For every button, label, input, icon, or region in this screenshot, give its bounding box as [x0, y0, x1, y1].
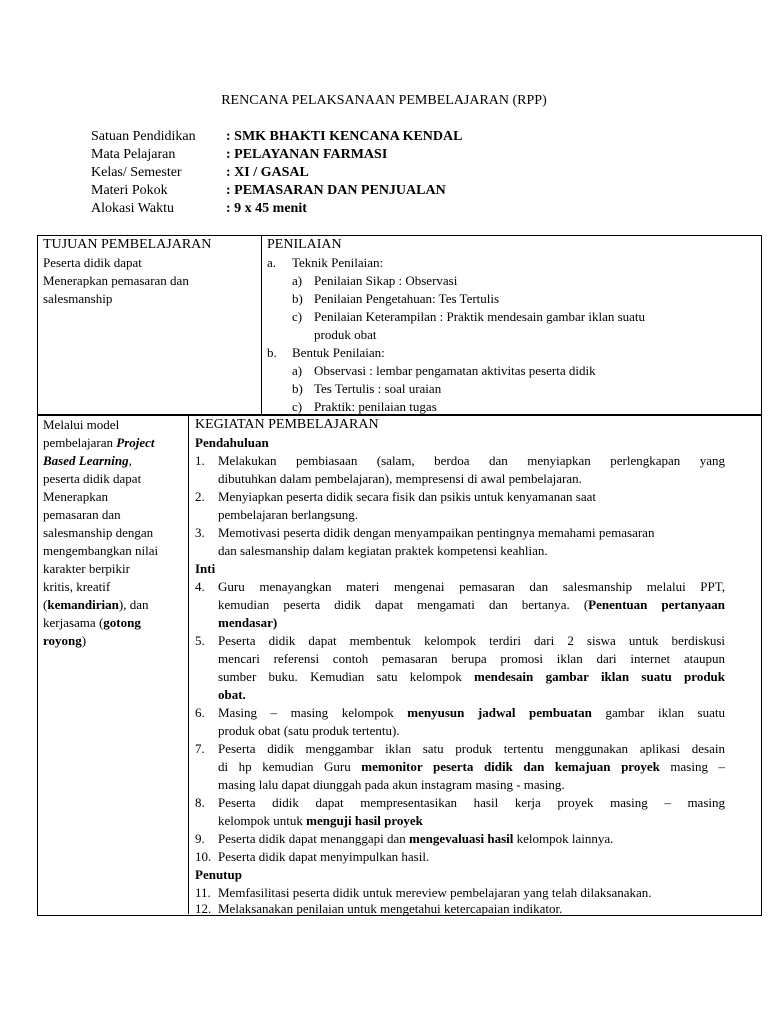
step-text: Melaksanakan penilaian untuk mengetahui ketercapaian indikator.: [218, 901, 563, 916]
step-text: [218, 668, 725, 686]
model-name: Based Learning: [43, 453, 129, 468]
info-row-topic: [91, 182, 462, 200]
tujuan-line: Peserta didik dapat: [43, 255, 142, 270]
penilaian-a-item-text: Penilaian Pengetahuan: Tes Tertulis: [314, 291, 500, 306]
step-number: 9.: [195, 831, 205, 846]
info-row-class: [91, 164, 462, 182]
penilaian-b-item-text: Tes Tertulis : soal uraian: [314, 381, 442, 396]
step-text: obat.: [218, 687, 246, 702]
info-row-time: [91, 200, 462, 218]
objective-line: karakter berpikir: [43, 561, 130, 576]
tujuan-line: Menerapkan pemasaran dan: [43, 273, 189, 288]
info-value: : XI / GASAL: [226, 165, 309, 180]
step-text: [218, 812, 423, 830]
step-number: 1.: [195, 453, 205, 468]
text-run: ), dan: [118, 597, 149, 612]
document-title: RENCANA PELAKSANAAN PEMBELAJARAN (RPP): [221, 93, 547, 108]
objective-line: [43, 452, 185, 470]
text-run: (: [43, 597, 48, 612]
text-run: kelompok untuk: [218, 813, 307, 828]
step-text: Melakukan pembiasaan (salam, berdoa dan menyiapkan perlengkapan yang: [218, 453, 725, 468]
section-penutup: Penutup: [195, 867, 242, 882]
step-number: 7.: [195, 741, 205, 756]
penilaian-a: [267, 254, 276, 272]
step-text: Peserta didik dapat membentuk kelompok terdiri dari 2 siswa untuk berdiskusi: [218, 633, 725, 648]
objective-line: peserta didik dapat: [43, 471, 142, 486]
emphasis: menyusun jadwal pembuatan: [407, 705, 592, 720]
objective-line: [43, 596, 185, 614]
step-number: 10.: [195, 849, 212, 864]
text-run: Masing – masing kelompok: [218, 705, 408, 720]
penilaian-b: b.: [267, 345, 277, 360]
info-row-school: [91, 128, 462, 146]
identity-block: [91, 128, 462, 218]
text-run: sumber buku. Kemudian satu kelompok: [218, 669, 475, 684]
objective-line: [43, 434, 185, 452]
text-run: ,: [128, 453, 132, 468]
penilaian-a-label: Teknik Penilaian:: [292, 255, 384, 270]
section-inti: Inti: [195, 561, 216, 576]
info-value: : SMK BHAKTI KENCANA KENDAL: [226, 129, 463, 144]
tujuan-text: [43, 254, 258, 308]
info-label: Materi Pokok: [91, 183, 168, 198]
step-number: 3.: [195, 525, 205, 540]
step-number: 11.: [195, 885, 211, 900]
table-top-divider: [261, 235, 262, 414]
penilaian-heading: PENILAIAN: [267, 237, 342, 252]
step-number: 12.: [195, 901, 212, 916]
penilaian-a-item: a): [292, 273, 303, 288]
step-number: 4.: [195, 579, 205, 594]
character-value: royong: [43, 633, 82, 648]
penilaian-b-item-text: Observasi : lembar pengamatan aktivitas peserta didik: [314, 363, 596, 378]
step-text: [218, 830, 613, 848]
objective-line: mengembangkan nilai: [43, 543, 159, 558]
text-run: gambar iklan suatu: [591, 705, 725, 720]
text-run: di hp kemudian Guru: [218, 759, 362, 774]
step-number: 5.: [195, 633, 205, 648]
text-run: ): [81, 633, 87, 648]
info-label: Alokasi Waktu: [91, 201, 174, 216]
text-run: masing –: [659, 759, 725, 774]
objective-line: kritis, kreatif: [43, 579, 111, 594]
tujuan-heading: TUJUAN PEMBELAJARAN: [43, 237, 212, 252]
text-run: kelompok lainnya.: [513, 831, 614, 846]
info-value: : PEMASARAN DAN PENJUALAN: [226, 183, 446, 198]
info-label: Satuan Pendidikan: [91, 129, 196, 144]
info-label: Mata Pelajaran: [91, 147, 176, 162]
kegiatan-heading: KEGIATAN PEMBELAJARAN: [195, 417, 379, 432]
penilaian-b-item: c): [292, 399, 303, 414]
emphasis: menguji hasil proyek: [306, 813, 423, 828]
text-run: pembelajaran: [43, 435, 117, 450]
step-text: Menyiapkan peserta didik secara fisik dan psikis untuk kenyamanan saat: [218, 489, 596, 504]
step-text: [218, 704, 725, 722]
section-pendahuluan: Pendahuluan: [195, 435, 269, 450]
emphasis: Penentuan pertanyaan: [588, 597, 725, 612]
step-text: Memotivasi peserta didik dengan menyampaikan pentingnya memahami pemasaran: [218, 525, 655, 540]
objective-line: salesmanship dengan: [43, 525, 154, 540]
penilaian-a-item-text: Penilaian Keterampilan : Praktik mendesain gambar iklan suatu: [314, 309, 646, 324]
step-text: masing lalu dapat diunggah pada akun instagram masing - masing.: [218, 777, 565, 792]
penilaian-b-item: a): [292, 363, 303, 378]
step-number: 8.: [195, 795, 205, 810]
info-label: Kelas/ Semester: [91, 165, 182, 180]
step-text: produk obat (satu produk tertentu).: [218, 723, 400, 738]
tujuan-line: salesmanship: [43, 291, 113, 306]
step-text: mencari referensi contoh pemasaran berupa promosi iklan dari internet ataupun: [218, 651, 725, 666]
penilaian-a-item: b): [292, 291, 303, 306]
step-text: dibutuhkan dalam pembelajaran), mempresensi di awal pembelajaran.: [218, 471, 582, 486]
step-text: [218, 758, 725, 776]
objective-line: Melalui model: [43, 417, 120, 432]
info-value: : PELAYANAN FARMASI: [226, 147, 388, 162]
info-value: : 9 x 45 menit: [226, 201, 307, 216]
info-row-subject: [91, 146, 462, 164]
penilaian-b-item-text: Praktik: penilaian tugas: [314, 399, 437, 414]
text-run: kemudian peserta didik dapat mengamati dan bertanya. (: [218, 597, 589, 612]
objective-line: [43, 614, 185, 632]
step-text: pembelajaran berlangsung.: [218, 507, 359, 522]
character-value: kemandirian: [47, 597, 119, 612]
penilaian-a-item: c): [292, 309, 303, 324]
step-text: mendasar): [218, 615, 278, 630]
emphasis: memonitor peserta didik dan kemajuan proyek: [361, 759, 660, 774]
model-name: Project: [116, 435, 155, 450]
step-text: Peserta didik dapat mempresentasikan hasil kerja proyek masing – masing: [218, 795, 725, 810]
step-text: Guru menayangkan materi mengenai pemasaran dan salesmanship melalui PPT,: [218, 579, 725, 594]
step-text: Memfasilitasi peserta didik untuk mereview pembelajaran yang telah dilaksanakan.: [218, 885, 652, 900]
text-run: kerjasama (: [43, 615, 104, 630]
objective-line: [43, 632, 185, 650]
list-marker: a.: [267, 255, 277, 270]
objective-line: pemasaran dan: [43, 507, 121, 522]
objective-line: Menerapkan: [43, 489, 108, 504]
text-run: Peserta didik dapat menanggapi dan: [218, 831, 409, 846]
step-number: 2.: [195, 489, 205, 504]
step-text: Peserta didik menggambar iklan satu produk tertentu menggunakan aplikasi desain: [218, 741, 725, 756]
step-text: dan salesmanship dalam kegiatan praktek kompetensi keahlian.: [218, 543, 548, 558]
step-text: Peserta didik dapat menyimpulkan hasil.: [218, 849, 430, 864]
penilaian-a-item-text: Penilaian Sikap : Observasi: [314, 273, 458, 288]
penilaian-b-item: b): [292, 381, 303, 396]
character-value: gotong: [103, 615, 141, 630]
objective-text: [43, 416, 185, 650]
step-text: [218, 596, 725, 614]
table-bottom-divider: [188, 414, 189, 914]
emphasis: mendesain gambar iklan suatu produk: [474, 669, 726, 684]
penilaian-a-item-cont: produk obat: [314, 327, 377, 342]
penilaian-b-label: Bentuk Penilaian:: [292, 345, 385, 360]
emphasis: mengevaluasi hasil: [408, 831, 514, 846]
step-number: 6.: [195, 705, 205, 720]
